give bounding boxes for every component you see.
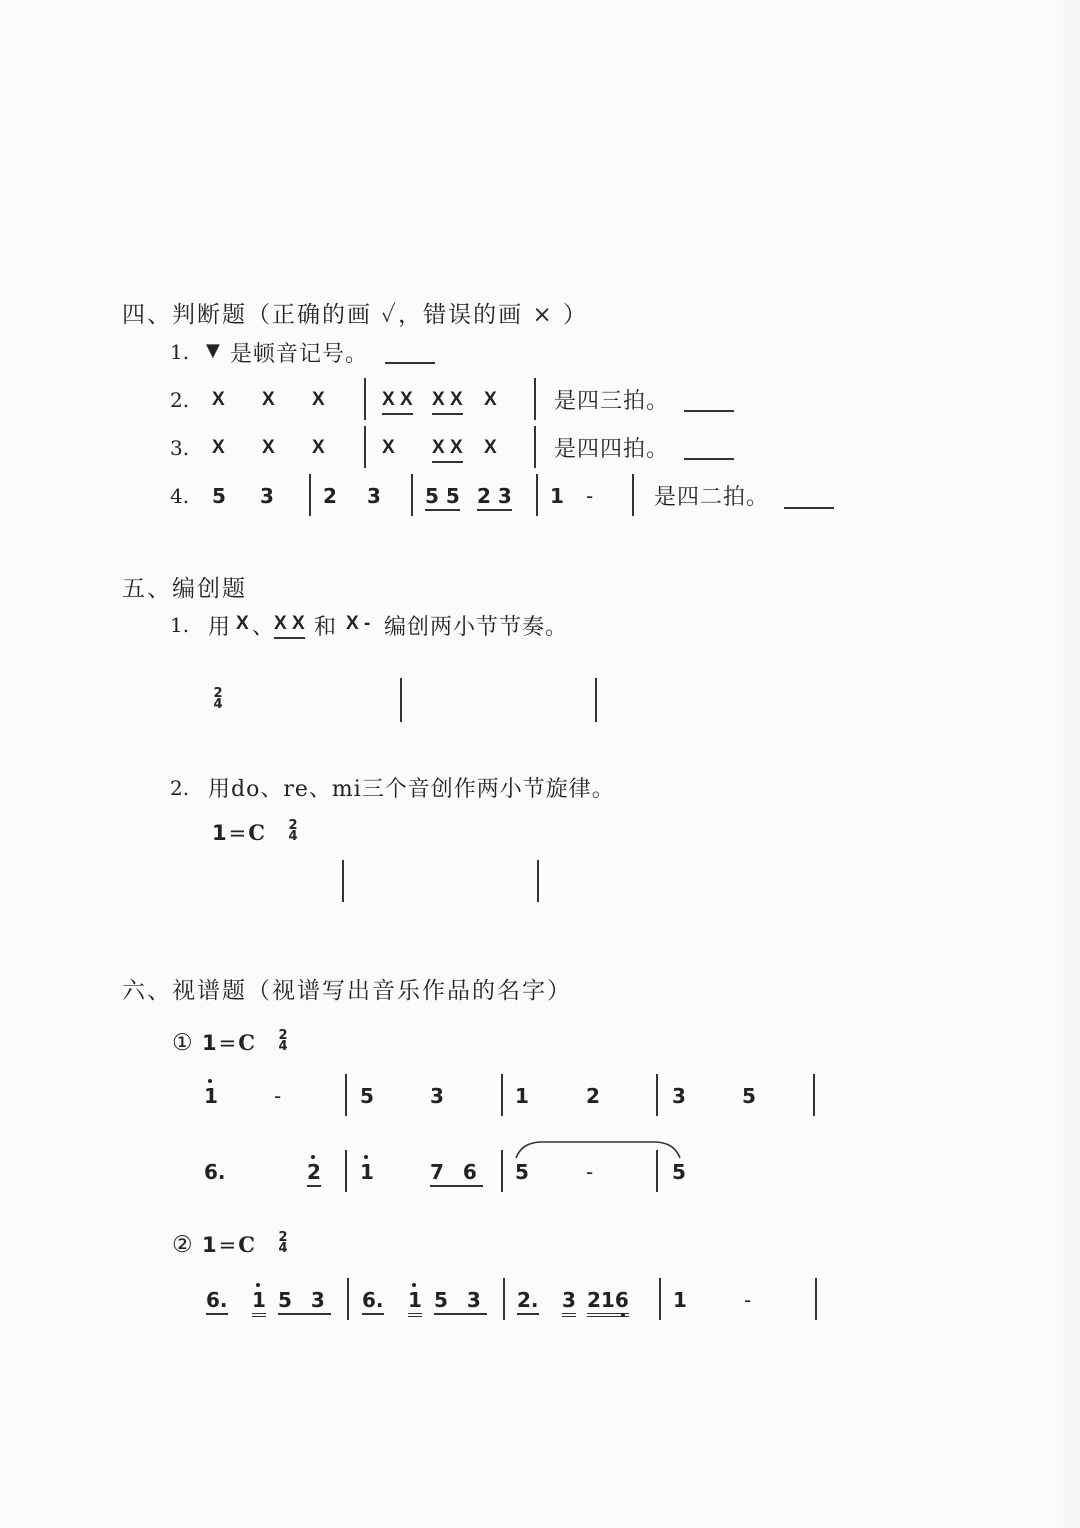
q4-1-text: 是顿音记号。 [230, 342, 369, 367]
high-octave-dot [256, 1283, 260, 1287]
note-dotted-eighth: 6. [362, 1288, 384, 1315]
note: 5 [515, 1160, 529, 1184]
note-eighths: 7 6 [430, 1160, 483, 1187]
dash: - [744, 1288, 752, 1312]
note-eighths: 2 3 [477, 484, 512, 511]
note: 3 [672, 1084, 686, 1108]
rhythm-note: X [484, 437, 497, 458]
bar-line [537, 860, 539, 902]
bar-line [345, 1150, 347, 1192]
bar-line [815, 1278, 817, 1320]
q5-1-text-a: 用 [208, 615, 232, 640]
bar-line [632, 474, 634, 516]
rhythm-symbol-half: X - [346, 613, 371, 634]
q5-2-number: 2. [170, 776, 190, 800]
note: 3 [260, 484, 274, 508]
time-signature: 2 4 [278, 1028, 288, 1054]
rhythm-note: X [212, 389, 225, 410]
q5-1-text-b: 和 [314, 615, 338, 640]
piece-2-label: ② [172, 1232, 193, 1258]
note-high-sixteenth: 1 [408, 1288, 422, 1317]
q4-3-text: 是四四拍。 [554, 437, 670, 462]
answer-blank[interactable] [684, 410, 734, 412]
dash: - [274, 1084, 282, 1108]
high-octave-dot [412, 1283, 416, 1287]
piece-1-label: ① [172, 1030, 193, 1056]
note: 5 [672, 1160, 686, 1184]
rhythm-note-eighths: X X [432, 436, 463, 463]
dash: - [586, 1160, 594, 1184]
bar-line [501, 1074, 503, 1116]
high-octave-dot [364, 1155, 368, 1159]
bar-line [659, 1278, 661, 1320]
note-eighths: 5 3 [278, 1288, 331, 1315]
rhythm-note-eighths: X X [432, 388, 463, 415]
note-eighths: 5 5 [425, 484, 460, 511]
rhythm-note: X [484, 389, 497, 410]
key-signature: 1=C [202, 1030, 255, 1055]
rhythm-symbol: X [236, 613, 249, 634]
time-signature: 2 4 [213, 686, 223, 712]
key-signature: 1=C [202, 1232, 255, 1257]
note-group: 216 [587, 1288, 629, 1317]
bar-line [347, 1278, 349, 1320]
note: 5 [212, 484, 226, 508]
bar-line [656, 1074, 658, 1116]
bar-line [364, 378, 366, 420]
note-dotted-eighth: 6. [206, 1288, 228, 1315]
bar-line [345, 1074, 347, 1116]
q5-1-number: 1. [170, 613, 190, 637]
tie-arc [512, 1138, 684, 1160]
note-high-1: 1 [204, 1084, 218, 1108]
page-edge-shadow [1050, 0, 1080, 1528]
rhythm-symbol-eighths: X X [274, 612, 305, 639]
bar-line [501, 1150, 503, 1192]
note: 2 [586, 1084, 600, 1108]
answer-blank[interactable] [385, 362, 435, 364]
bar-line [534, 426, 536, 468]
bar-line [813, 1074, 815, 1116]
high-octave-dot [208, 1079, 212, 1083]
rhythm-note: X [312, 389, 325, 410]
note-dotted-eighth: 2. [517, 1288, 539, 1315]
answer-blank[interactable] [784, 507, 834, 509]
answer-blank[interactable] [684, 458, 734, 460]
note-sixteenth: 3 [562, 1288, 576, 1317]
q4-2-number: 2. [170, 388, 190, 412]
note-high-sixteenth: 1 [252, 1288, 266, 1317]
time-signature: 2 4 [288, 818, 298, 844]
bar-line [656, 1150, 658, 1192]
rhythm-note: X [312, 437, 325, 458]
rhythm-note: X [212, 437, 225, 458]
staccato-symbol: ▼ [206, 340, 220, 361]
bar-line [400, 678, 402, 722]
note: 5 [742, 1084, 756, 1108]
q4-4-text: 是四二拍。 [654, 485, 770, 510]
bar-line [503, 1278, 505, 1320]
note: 3 [430, 1084, 444, 1108]
note-dotted: 6. [204, 1160, 226, 1184]
section5-heading: 五、编创题 [122, 576, 247, 602]
note: 5 [360, 1084, 374, 1108]
note-high-1: 1 [360, 1160, 374, 1184]
high-octave-dot [311, 1155, 315, 1159]
rhythm-note: X [262, 389, 275, 410]
rhythm-note: X [382, 437, 395, 458]
bar-line [534, 378, 536, 420]
bar-line [411, 474, 413, 516]
note: 1 [673, 1288, 687, 1312]
note: 2 [323, 484, 337, 508]
bar-line [342, 860, 344, 902]
bar-line [595, 678, 597, 722]
low-octave-dot [621, 1313, 625, 1317]
rhythm-note-eighths: X X [382, 388, 413, 415]
note-high-2: 2 [307, 1160, 321, 1187]
q4-1-number: 1. [170, 340, 190, 364]
q5-2-text: 用do、re、mi三个音创作两小节旋律。 [208, 777, 615, 802]
rhythm-note: X [262, 437, 275, 458]
bar-line [364, 426, 366, 468]
q4-2-text: 是四三拍。 [554, 389, 670, 414]
time-signature: 2 4 [278, 1230, 288, 1256]
note: 1 [550, 484, 564, 508]
bar-line [536, 474, 538, 516]
section4-heading: 四、判断题（正确的画 ✓，错误的画 × ） [122, 302, 589, 328]
note: 1 [515, 1084, 529, 1108]
q4-4-number: 4. [170, 484, 190, 508]
note: 3 [367, 484, 381, 508]
q5-1-text-c: 编创两小节节奏。 [384, 615, 569, 640]
note-eighths: 5 3 [434, 1288, 487, 1315]
separator: 、 [252, 615, 276, 640]
dash: - [586, 484, 594, 508]
q4-3-number: 3. [170, 436, 190, 460]
bar-line [309, 474, 311, 516]
key-signature: 1=C [212, 820, 265, 845]
section6-heading: 六、视谱题（视谱写出音乐作品的名字） [122, 978, 572, 1004]
